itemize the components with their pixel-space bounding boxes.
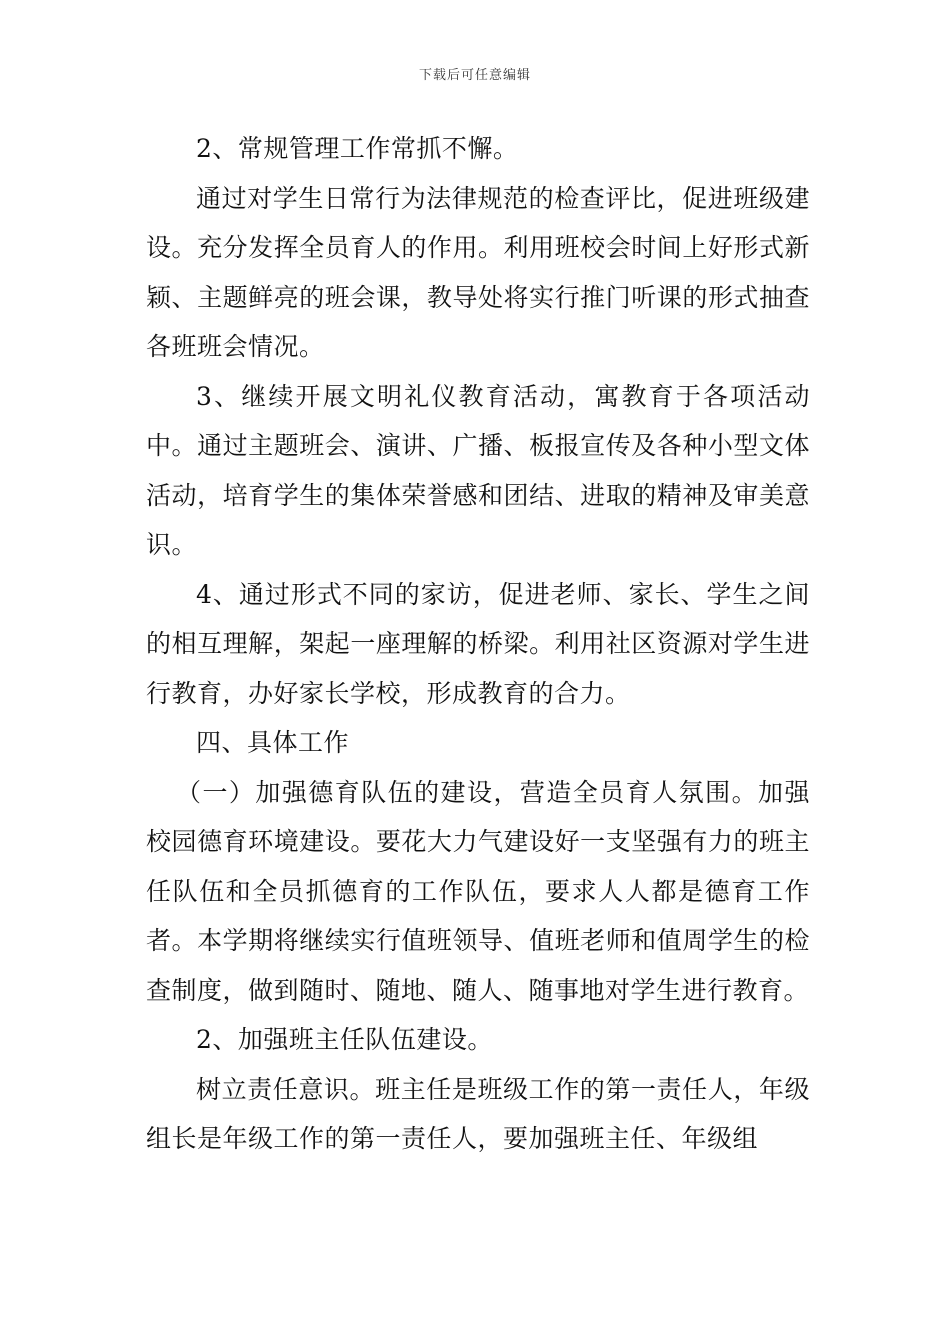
paragraph-7: 树立责任意识。班主任是班级工作的第一责任人，年级组长是年级工作的第一责任人，要加强班主任、年级组 [146, 1074, 810, 1153]
paragraph-1: 2、常规管理工作常抓不懈。 [196, 134, 519, 163]
paragraph-3: 3、继续开展文明礼仪教育活动，寓教育于各项活动中。通过主题班会、演讲、广播、板报宣传及各种小型文体活动，培育学生的集体荣誉感和团结、进取的精神及审美意识。 [146, 381, 810, 559]
paragraph-2: 通过对学生日常行为法律规范的检查评比，促进班级建设。充分发挥全员育人的作用。利用班校会时间上好形式新颖、主题鲜亮的班会课，教导处将实行推门听课的形式抽查各班班会情况。 [146, 183, 810, 361]
section-heading: 四、具体工作 [196, 728, 350, 757]
paragraph-5: （一）加强德育队伍的建设，营造全员育人氛围。加强校园德育环境建设。要花大力气建设好一支坚强有力的班主任队伍和全员抓德育的工作队伍，要求人人都是德育工作者。本学期将继续实行值班领导、值班老师和值周学生的检查制度，做到随时、随地、随人、随事地对学生进行教育。 [146, 777, 810, 1005]
paragraph-6: 2、加强班主任队伍建设。 [196, 1025, 493, 1054]
paragraph-4: 4、通过形式不同的家访，促进老师、家长、学生之间的相互理解，架起一座理解的桥梁。利用社区资源对学生进行教育，办好家长学校，形成教育的合力。 [146, 579, 810, 708]
page-header: 下载后可任意编辑 [418, 68, 531, 83]
document-body [146, 124, 810, 1164]
